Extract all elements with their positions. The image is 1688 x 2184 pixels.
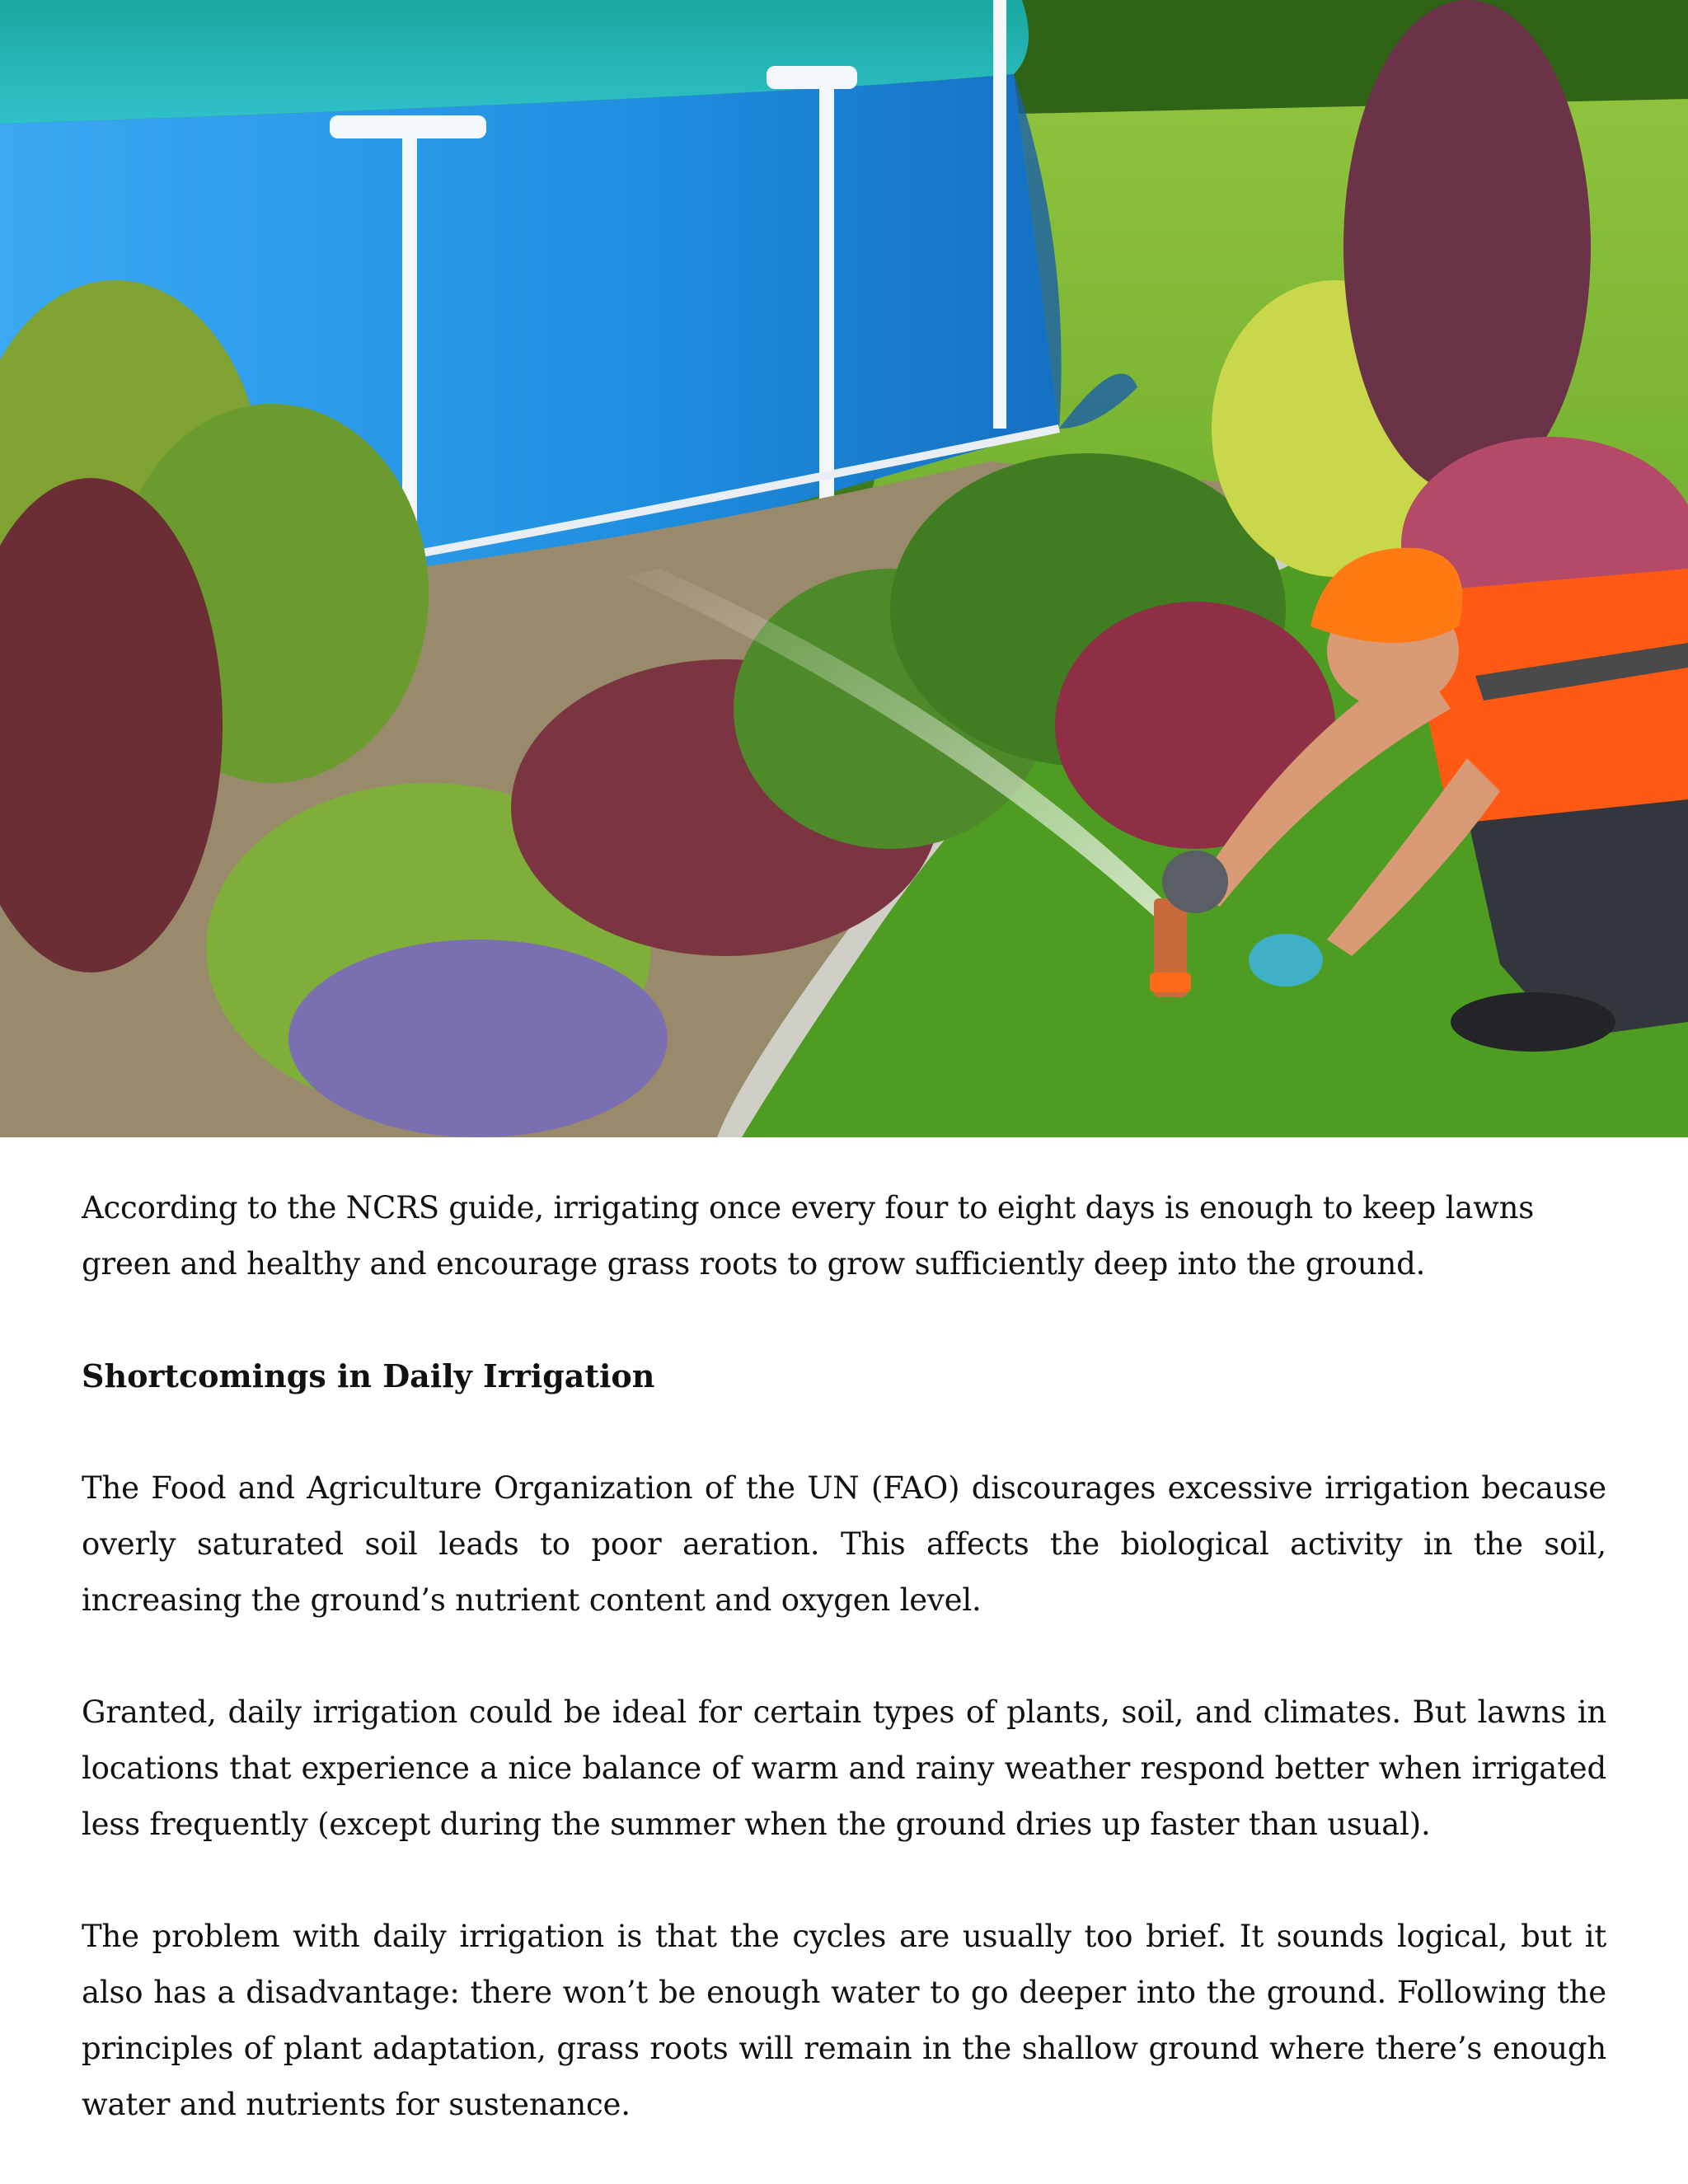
sprinkler (1150, 898, 1191, 997)
paragraph-ncrs-guide: According to the NCRS guide, irrigating once every four to eight days is enough to keep lawns green and healthy and encourage grass roots to grow sufficiently deep into the ground. (82, 1190, 1535, 1282)
paragraph-spacer (82, 1629, 1606, 1685)
article-body (82, 1180, 1606, 2133)
paragraph-daily-irrigation: Granted, daily irrigation could be ideal for certain types of plants, soil, and climates. But lawns in locations that experience a nice balance of warm and rainy weather respond better when irrigated less frequently (except during the summer when the ground dries up faster than usual). (82, 1694, 1606, 1842)
paragraph-problem: The problem with daily irrigation is that the cycles are usually too brief. It sounds logical, but it also has a disadvantage: there won’t be enough water to go deeper into the ground. Following the principles of plant adaptation, grass roots will remain in the shallow ground where there’s enough water and nutrients for sustenance. (82, 1919, 1606, 2122)
paragraph-spacer (82, 1853, 1606, 1909)
paragraph-spacer (82, 1404, 1606, 1460)
paragraph-fao: The Food and Agriculture Organization of the UN (FAO) discourages excessive irrigation because overly saturated soil leads to poor aeration. This affects the biological activity in the soil, increasing the ground’s nutrient content and oxygen level. (82, 1470, 1606, 1618)
paragraph-spacer (82, 1292, 1606, 1348)
section-heading: Shortcomings in Daily Irrigation (82, 1357, 655, 1394)
